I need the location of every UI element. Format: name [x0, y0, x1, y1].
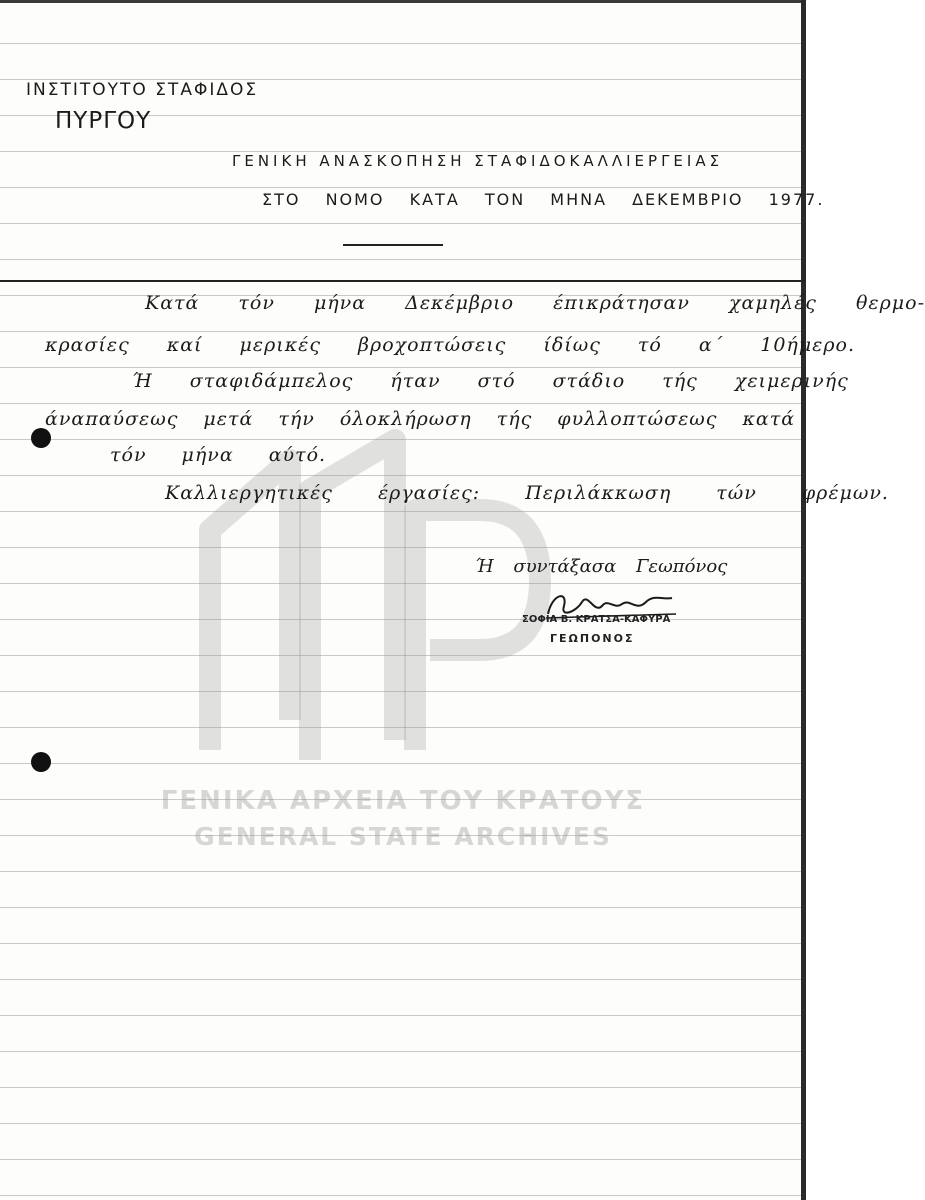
body-line-3: Ή σταφιδάμπελος ήταν στό στάδιο τής χειμερινής — [132, 370, 849, 392]
watermark-text-english: GENERAL STATE ARCHIVES — [194, 822, 612, 851]
body-line-6: Καλλιεργητικές έργασίες: Περιλάκκωση τών φρέμων. — [165, 482, 889, 504]
body-line-5: τόν μήνα αύτό. — [110, 444, 327, 466]
punch-hole — [31, 428, 51, 448]
stamp-name: ΣΟΦΙΑ Β. ΚΡΑΤΣΑ-ΚΑΦΥΡΑ — [522, 614, 671, 625]
stamp-role: ΓΕΩΠΟΝΟΣ — [550, 632, 635, 645]
title-underline — [343, 244, 443, 246]
body-line-4: άναπαύσεως μετά τήν όλοκλήρωση τής φυλλοπτώσεως κατά — [45, 408, 796, 430]
page-right-edge — [801, 0, 806, 1200]
body-line-2: κρασίες καί μερικές βροχοπτώσεις ίδίως τό α΄ 10ήμερο. — [45, 334, 855, 356]
fold-line — [0, 280, 806, 282]
archives-watermark-logo — [180, 420, 560, 770]
watermark-text-greek: ΓΕΝΙΚΑ ΑΡΧΕΙΑ ΤΟΥ ΚΡΑΤΟΥΣ — [160, 786, 646, 816]
punch-hole — [31, 752, 51, 772]
institute-name: ΙΝΣΤΙΤΟΥΤΟ ΣΤΑΦΙΔΟΣ — [26, 80, 259, 100]
document-title-line-2: ΣΤΟ ΝΟΜΟ ΚΑΤΑ ΤΟΝ ΜΗΝΑ ΔΕΚΕΜΒΡΙΟ 1977. — [262, 190, 825, 209]
signatory-title: Ή συντάξασα Γεωπόνος — [475, 556, 728, 577]
body-line-1: Κατά τόν μήνα Δεκέμβριο έπικράτησαν χαμηλές θερμο- — [145, 292, 925, 314]
city-name: ΠΥΡΓΟΥ — [55, 108, 152, 134]
page-top-edge — [0, 0, 806, 3]
document-title-line-1: ΓΕΝΙΚΗ ΑΝΑΣΚΟΠΗΣΗ ΣΤΑΦΙΔΟΚΑΛΛΙΕΡΓΕΙΑΣ — [232, 152, 724, 170]
